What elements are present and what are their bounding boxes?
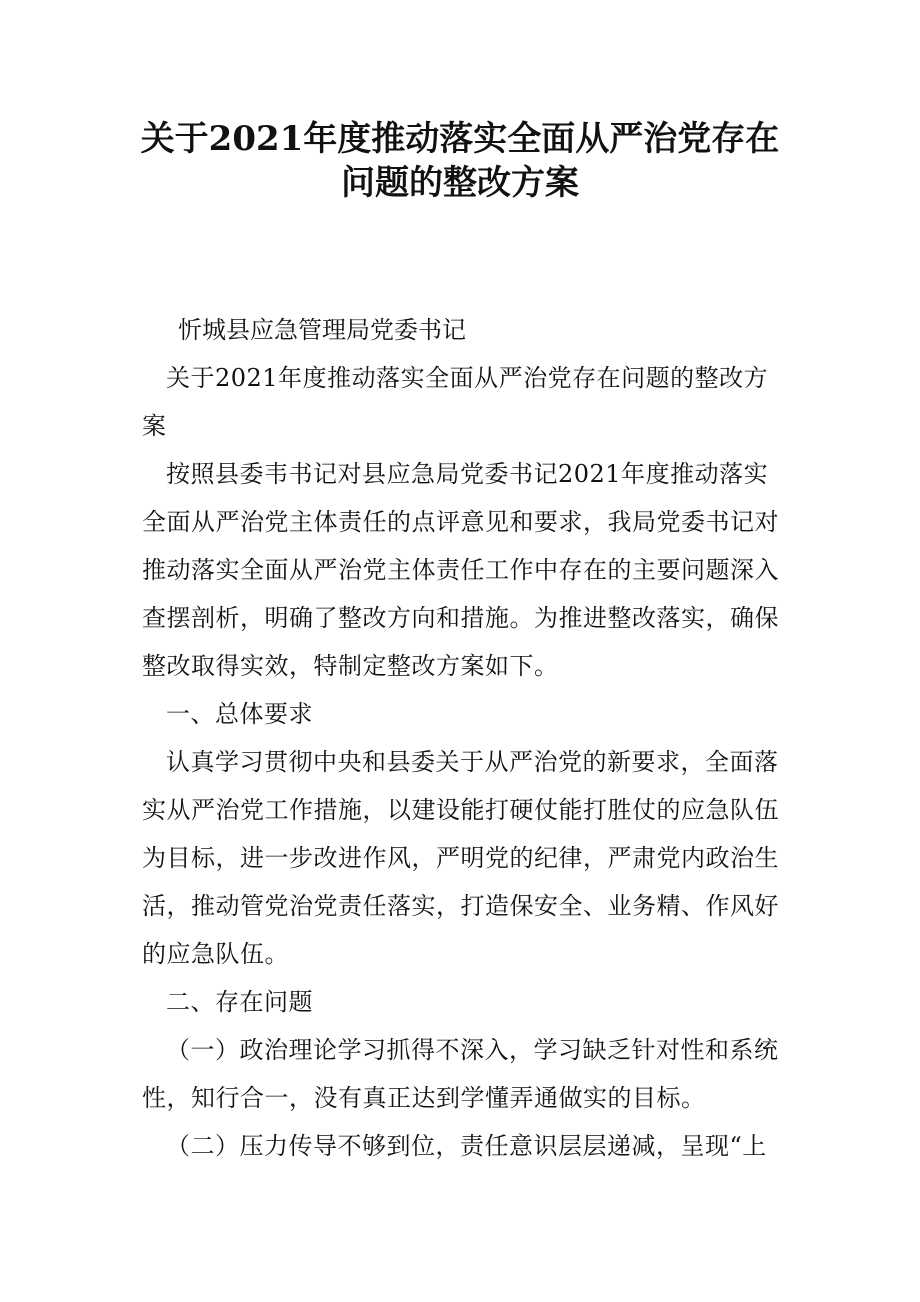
- paragraph-overall-requirements: 认真学习贯彻中央和县委关于从严治党的新要求，全面落实从严治党工作措施，以建设能打硬仗能打胜仗的应急队伍为目标，进一步改进作风，严明党的纪律，严肃党内政治生活，推动管党治党责任落实，打造保安全、业务精、作风好的应急队伍。: [142, 748, 779, 968]
- problem-item-2: （二）压力传导不够到位，责任意识层层递减，呈现“上: [166, 1132, 767, 1160]
- document-title-line-1: 关于2021年度推动落实全面从严治党存在: [140, 119, 780, 159]
- document-title-line-2: 问题的整改方案: [341, 163, 579, 203]
- problem-item-1: （一）政治理论学习抓得不深入，学习缺乏针对性和系统性，知行合一，没有真正达到学懂弄通做实的目标。: [142, 1036, 779, 1112]
- author-line: 忻城县应急管理局党委书记: [178, 316, 466, 344]
- section-heading-existing-problems: 二、存在问题: [166, 988, 313, 1016]
- paragraph-intro: 按照县委韦书记对县应急局党委书记2021年度推动落实全面从严治党主体责任的点评意见和要求，我局党委书记对推动落实全面从严治党主体责任工作中存在的主要问题深入查摆剖析，明确了整改方向和措施。为推进整改落实，确保整改取得实效，特制定整改方案如下。: [142, 460, 779, 680]
- section-heading-overall-requirements: 一、总体要求: [166, 700, 313, 728]
- paragraph-subtitle: 关于2021年度推动落实全面从严治党存在问题的整改方案: [142, 364, 769, 440]
